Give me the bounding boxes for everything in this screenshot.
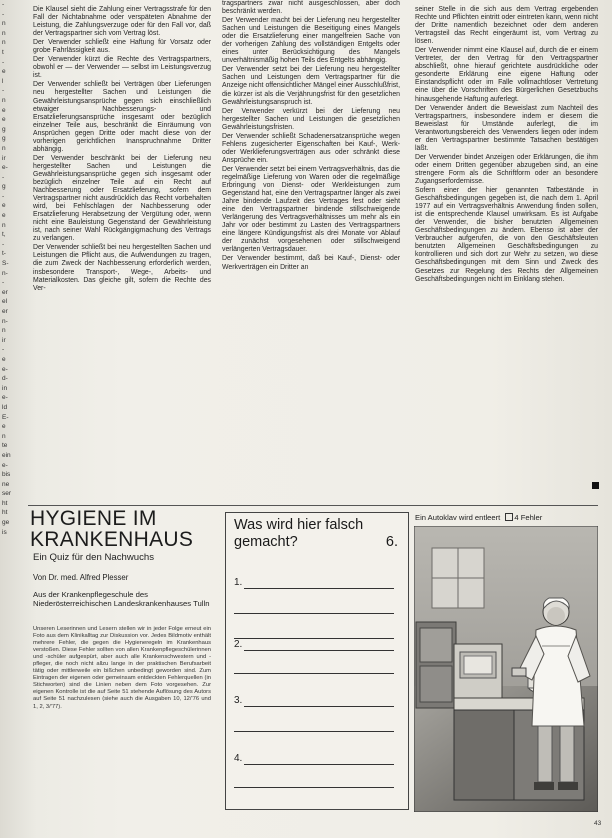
gutter-fragment: ge [2, 519, 10, 527]
column1-paragraph: Der Verwender kürzt die Rechte des Vertragspartners, obwohl er — der Verwender — selbst im Leistungsverzug ist. [33, 56, 211, 80]
photo-caption [415, 513, 542, 522]
previous-page-gutter [0, 0, 28, 838]
gutter-fragment: - [2, 240, 5, 248]
gutter-fragment: e [2, 212, 6, 220]
feature-intro: Unseren Leserinnen und Lesern stellen wir in jeder Folge erneut ein Foto aus dem Klinikalltag zur Diskussion vor. Jedes Bildmotiv enthält mehrere Fehler, die gegen die Hygieneregeln im Krankenhaus verstoßen. Diese Fehler sollten von allen Krankenpflegeschülerinnen und -schüler aufgespürt, aber auch alle Krankenschwestern und -pfleger, die noch nicht allzu lange in der praktischen Berufsarbeit tätig oder mittlerweile ein bißchen unbedingt geworden sind. Zum Eintragen der eigenen oder gemeinsam entdeckten Fehlerquellen (in Stichworten) sind die Linien neben dem Foto vorgesehen. Zur eigenen Kontrolle ist die auf Seite 51 stehende Auflösung des Autors auf Seite 51 nachzulesen (siehe auch die Ausgaben 10, 12/'76 und 1, 2, 3/'77). [33, 626, 211, 710]
gutter-fragment: e [2, 68, 6, 76]
gutter-fragment: - [2, 10, 5, 18]
gutter-fragment: n- [2, 269, 8, 277]
feature-title: HYGIENE IM KRANKENHAUS [30, 507, 194, 551]
answer-line-3[interactable] [244, 706, 394, 707]
gutter-fragment: d- [2, 375, 8, 383]
quiz-box [225, 512, 409, 810]
gutter-fragment: n [2, 39, 6, 47]
photo-error-count: 4 Fehler [514, 513, 543, 522]
column3-paragraph: seiner Stelle in die sich aus dem Vertrag ergebenden Rechte und Pflichten eintritt oder eintreten kann, wenn nicht der Dritte namentlich bezeichnet oder dem anderen Vertragsteil das Recht eingeräumt ist, vom Vertrag zu lösen. [415, 6, 598, 46]
text-column-1 [33, 6, 211, 294]
gutter-fragment: - [2, 1, 5, 8]
answer-label-4: 4. [234, 753, 243, 764]
answer-line-3b[interactable] [234, 731, 394, 732]
column3-paragraph: Der Verwender ändert die Beweislast zum Nachteil des Vertragspartners, insbesondere indem er diesem die Beweislast für Umstände auferlegt, die im Verantwortungsbereich des Verwenders liegen oder indem er den Vertragspartner bestimmte Tatsachen bestätigen läßt. [415, 104, 598, 152]
gutter-fragment: t [2, 48, 4, 56]
column2-paragraph: Der Verwender macht bei der Lieferung neu hergestellter Sachen und Leistungen die Beseitigung eines Mangels oder die Ersatzlieferung einer mangelfreien Sache von der vorherigen Zahlung des vollständigen Entgelts oder eines unter Berücksichtigung des Mangels unverhältnismäßig hohen Teils des Entgelts abhängig. [222, 17, 400, 65]
answer-line-1[interactable] [244, 588, 394, 589]
gutter-fragment: n [2, 29, 6, 37]
text-column-3 [415, 6, 598, 285]
column1-paragraph: Die Klausel sieht die Zahlung einer Vertragsstrafe für den Fall der Nichtabnahme oder verspäteten Abnahme der Leistung, die Zahlungsverzuge oder für den Fall vor, daß der Vertragspartner sich vom Vertrag löst. [33, 6, 211, 38]
checkbox-icon [505, 513, 513, 521]
gutter-fragment: - [2, 173, 5, 181]
answer-label-3: 3. [234, 695, 243, 706]
gutter-fragment: l [2, 77, 4, 85]
gutter-fragment: S- [2, 260, 9, 268]
answer-label-2: 2. [234, 639, 243, 650]
gutter-fragment: - [2, 346, 5, 354]
column1-paragraph: Der Verwender schließt bei neu hergestellten Sachen und Leistungen die Pflicht aus, die Aufwendungen zu tragen, die zum Zweck der Nachbesserung erforderlich werden, insbesondere Transport-, Wege-, Arbeits- und Materialkosten. Das gleiche gilt, sofern die Rechte des Ver- [33, 244, 211, 292]
article-end-mark [592, 482, 599, 489]
gutter-fragment: n [2, 432, 6, 440]
gutter-fragment: te [2, 442, 8, 450]
gutter-fragment: - [2, 192, 5, 200]
answer-line-4[interactable] [244, 764, 394, 765]
gutter-fragment: ht [2, 499, 8, 507]
answer-line-4b[interactable] [234, 787, 394, 788]
feature-author: Von Dr. med. Alfred Plesser [33, 573, 129, 582]
gutter-fragment: - [2, 58, 5, 66]
gutter-fragment: e- [2, 365, 8, 373]
gutter-fragment: e- [2, 394, 8, 402]
column2-paragraph: Der Verwender setzt bei einem Vertragsverhältnis, das die regelmäßige Lieferung von Waren oder die regelmäßige Erbringung von Dienst- oder Werkleistungen zum Gegenstand hat, eine den Vertragspartner länger als zwei Jahre bindende Laufzeit des Vertrages fest oder sieht eine den Vertragspartner bindende stillschweigende Verlängerung des Vertragsverhältnisses um mehr als ein Jahr vor oder bestimmt zu Lasten des Vertragspartners eine längere Kündigungsfrist als drei Monate vor Ablauf der zunächst vorgesehenen oder stillschweigend verlängerten Vertragsdauer. [222, 165, 400, 254]
quiz-title-line2: gemacht? [234, 534, 298, 550]
gutter-fragment: er [2, 308, 8, 315]
gutter-fragment: e- [2, 461, 8, 469]
column1-paragraph: Der Verwender beschränkt bei der Lieferung neu hergestellter Sachen und Leistungen die Gewährleistungsansprüche gegen sich insgesamt oder bezüglich einzelner Teile auf ein Recht auf Nachbesserung oder Ersatzlieferung, sofern dem Vertragspartner nicht ausdrücklich das Recht vorbehalten wird, bei Fehlschlagen der Nachbesserung oder Ersatzlieferung Herabsetzung der Vergütung oder, wenn nicht eine Bauleistung Gegenstand der Gewährleistung ist, nach seiner Wahl Rückgängigmachung des Vertrags zu verlangen. [33, 154, 211, 243]
column1-paragraph: Der Verwender schließt bei Verträgen über Lieferungen neu hergestellter Sachen und Leistungen die Gewährleistungsansprüche gegen sich einschließlich etwaiger Nachbesserungs- und Ersatzlieferungsansprüche insgesamt oder bezüglich einzelner Teile aus, beschränkt die Einräumung von Ansprüchen gegen Dritte oder macht diese von der vorherigen gerichtlichen Inanspruchnahme Dritter abhängig. [33, 81, 211, 153]
answer-line-2[interactable] [244, 650, 394, 651]
gutter-fragment: e [2, 202, 6, 210]
section-divider [28, 505, 598, 506]
gutter-fragment: ir [2, 154, 6, 162]
gutter-fragment: - [2, 87, 5, 95]
gutter-fragment: n [2, 221, 6, 229]
gutter-fragment: bis [2, 471, 11, 479]
gutter-fragment: ir [2, 336, 6, 344]
answer-line-2b[interactable] [234, 673, 394, 674]
quiz-title [234, 517, 363, 551]
gutter-fragment: ht [2, 509, 8, 517]
column2-paragraph: Der Verwender verkürzt bei der Lieferung neu hergestellter Sachen und Leistungen die gesetzlichen Gewährleistungsfristen. [222, 107, 400, 131]
column3-paragraph: Der Verwender bindet Anzeigen oder Erklärungen, die ihm oder einem Dritten gegenüber abzugeben sind, an eine strengere Form als die Schriftform oder an besondere Zugangserfordernisse. [415, 153, 598, 185]
gutter-fragment: g [2, 125, 6, 133]
photo-caption-text: Ein Autoklav wird entleert [415, 513, 501, 522]
column2-paragraph: Der Verwender schließt Schadenersatzansprüche wegen Fehlens zugesicherter Eigenschaften bei Kauf-, Werk- oder Werklieferungsverträgen aus oder schränkt diese Ansprüche ein. [222, 132, 400, 164]
quiz-title-line1: Was wird hier falsch [234, 517, 364, 533]
gutter-fragment: ser [2, 490, 12, 498]
column2-paragraph: tragspartners zwar nicht ausgeschlossen, aber doch beschränkt werden. [222, 0, 400, 16]
feature-subtitle: Ein Quiz für den Nachwuchs [33, 552, 155, 563]
answer-line-1b[interactable] [234, 613, 394, 614]
column3-paragraph: Sofern einer der hier genannten Tatbestände in Geschäftsbedingungen gegeben ist, die nach dem 1. April 1977 auf ein Vertragsverhältnis Anwendung finden sollen, ist die entsprechende Klausel unwirksam. Es ist Aufgabe der Verwender, die bisher benutzten Allgemeinen Geschäftsbedingungen zu ändern. Ebenso ist aber der Verbraucher aufgerufen, die von den Geschäftsleuten benutzten Allgemeinen Geschäftsbedingungen zu kontrollieren und sich dort zur Wehr zu setzen, wo diese Geschäftsbedingungen mit dem Sinn und Zweck des Gesetzes zur Regelung des Rechts der Allgemeinen Geschäftsbedingungen nicht im Einklang stehen. [415, 187, 598, 283]
gutter-fragment: n [2, 144, 6, 152]
gutter-fragment: t, [2, 231, 6, 239]
gutter-fragment: g [2, 135, 6, 143]
gutter-fragment: e [2, 355, 6, 363]
column1-paragraph: Der Verwender schließt eine Haftung für Vorsatz oder grobe Fahrlässigkeit aus. [33, 39, 211, 55]
gutter-fragment: n [2, 96, 6, 104]
gutter-fragment: is [2, 528, 7, 536]
autoclave-photo [414, 526, 598, 812]
gutter-fragment: el [2, 298, 8, 306]
gutter-fragment: e [2, 116, 6, 124]
gutter-fragment: n [2, 327, 6, 335]
gutter-fragment: ld [2, 403, 8, 411]
gutter-fragment: in [2, 384, 8, 392]
gutter-fragment: n- [2, 317, 8, 325]
column2-paragraph: Der Verwender bestimmt, daß bei Kauf-, Dienst- oder Werkverträgen ein Dritter an [222, 255, 400, 271]
column2-paragraph: Der Verwender setzt bei der Lieferung neu hergestellter Sachen und Leistungen dem Vertragspartner für die Anzeige nicht offensichtlicher Mängel einer Ausschlußfrist, die kürzer ist als die Verjährungsfrist für den gesetzlichen Gewährleistungsanspruch ist. [222, 66, 400, 106]
gutter-fragment: g [2, 183, 6, 191]
gutter-fragment: - [2, 279, 5, 287]
gutter-fragment: e- [2, 164, 8, 172]
gutter-fragment: e [2, 106, 6, 114]
quiz-number: 6. [385, 534, 398, 550]
gutter-fragment: n [2, 20, 6, 28]
gutter-fragment: t- [2, 250, 6, 258]
gutter-fragment: ne [2, 480, 10, 488]
gutter-fragment: E- [2, 413, 9, 421]
gutter-fragment: ein [2, 451, 11, 459]
text-column-2 [222, 0, 400, 273]
page-number: 43 [594, 820, 602, 827]
column3-paragraph: Der Verwender nimmt eine Klausel auf, durch die er einem Vertreter, der den Vertrag für den Vertragspartner abschließt, ohne hierauf gerichtete ausdrückliche oder gesonderte Erklärung eine eigene Haftung oder Einstandspflicht oder im Falle vollmachtloser Vertretung eine über die Vorschriften des Bürgerlichen Gesetzbuchs hinausgehende Haftung auferlegt. [415, 47, 598, 103]
gutter-fragment: er [2, 288, 8, 296]
gutter-fragment: e [2, 423, 6, 431]
feature-affiliation: Aus der Krankenpflegeschule des Niederösterreichischen Landeskrankenhauses Tulln [33, 590, 210, 609]
answer-label-1: 1. [234, 577, 243, 588]
